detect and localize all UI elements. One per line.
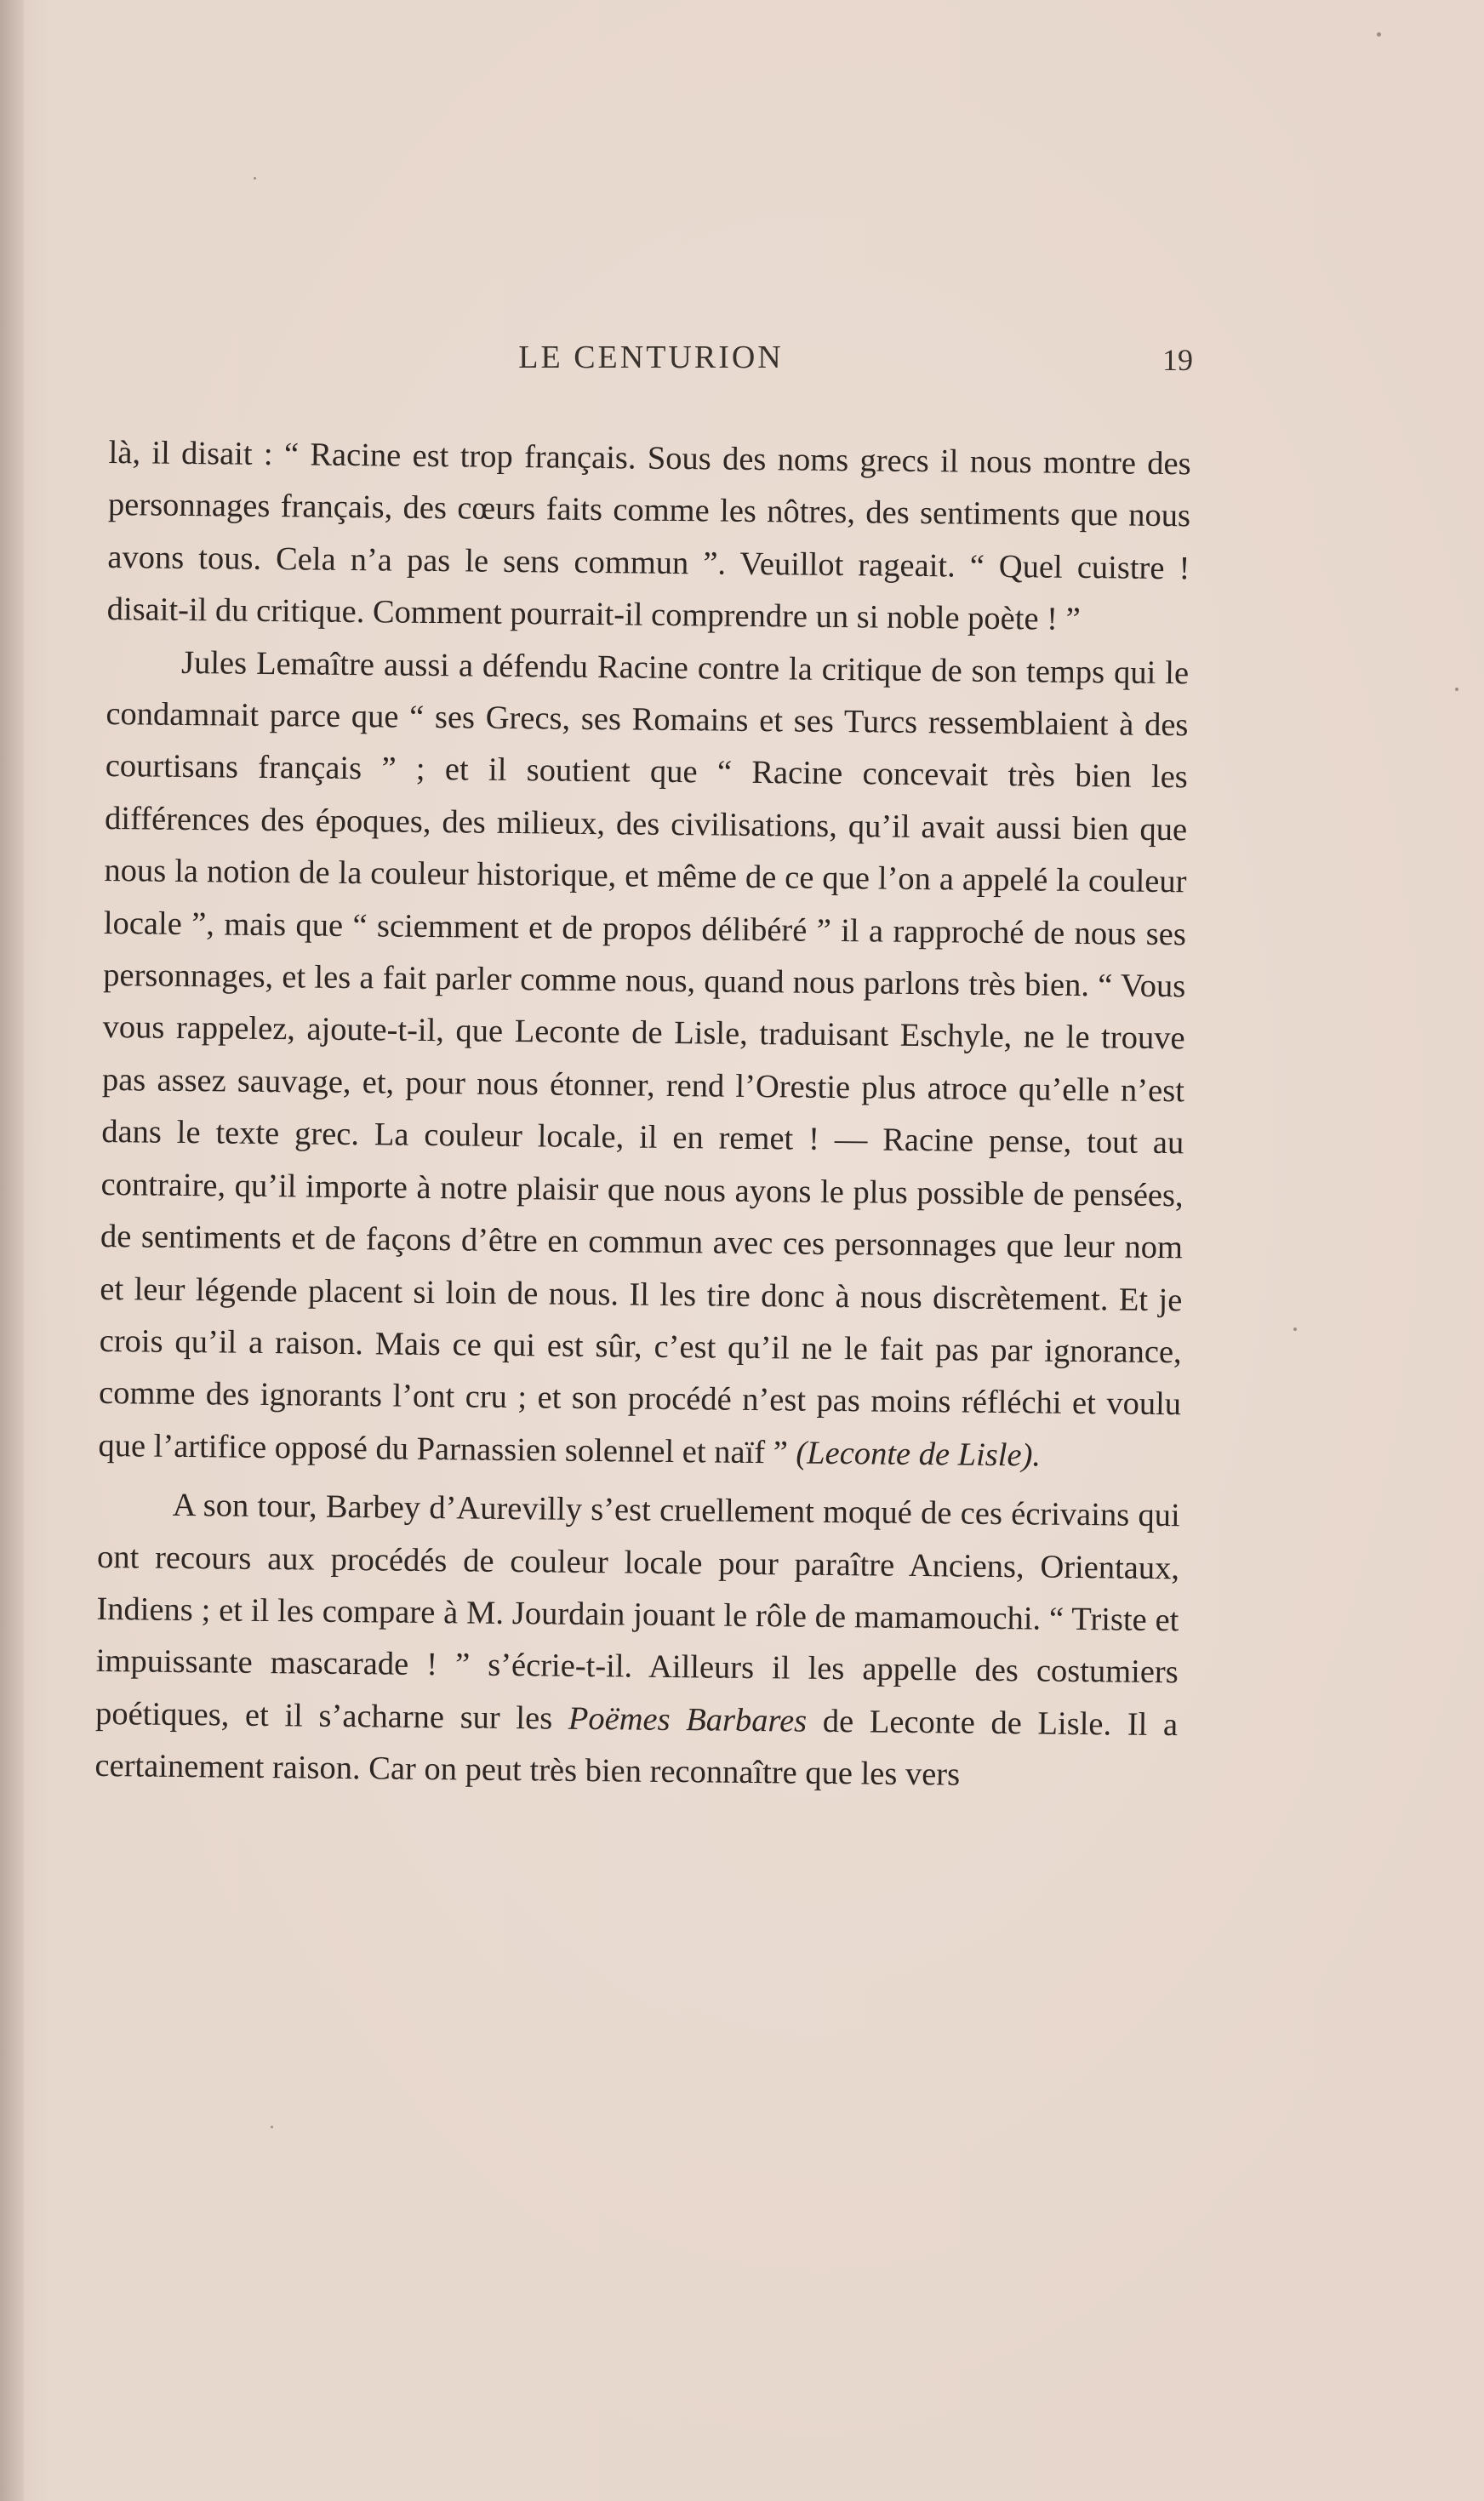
page-number: 19 xyxy=(1162,343,1193,377)
paper-speck xyxy=(1293,1328,1297,1331)
paragraph-3-text-a: A son tour, Barbey d’Aurevilly s’est cruellement moqué de ces écrivains qui ont recours aux procédés de couleur locale pour paraître Anciens, Orientaux, Indiens ; et il les compare à M. Jourdain jouant le rôle de mamamouchi. “ Triste et impuissante mascarade ! ” s’écrie-t-il. Ailleurs il les appelle des costumiers poétiques, et il s’acharne sur les xyxy=(94,1487,1180,1737)
paragraph-2-text: Jules Lemaître aussi a défendu Racine contre la critique de son temps qui le condamnait parce que “ ses Grecs, ses Romains et ses Turcs ressemblaient à des courtisans français ” ; et il soutient que “ Racine concevait très bien les différences des époques, des milieux, des civilisations, qu’il avait aussi bien que nous la notion de la couleur historique, et même de ce que l’on a appelé la couleur locale ”, mais que “ sciemment et de propos délibéré ” il a rapproché de nous ses personnages, et les a fait parler comme nous, quand nous parlons très bien. “ Vous vous rappelez, ajoute-t-il, que Leconte de Lisle, traduisant Eschyle, ne le trouve pas assez sauvage, et, pour nous étonner, rend l’Orestie plus atroce qu’elle n’est dans le texte grec. La couleur locale, il en remet ! — Racine pense, tout au contraire, qu’il importe à notre plaisir que nous ayons le plus possible de pensées, de sentiments et de façons d’être en commun avec ces personnages que leur nom et leur légende placent si loin de nous. Il les tire donc à nous discrètement. Et je crois qu’il a raison. Mais ce qui est sûr, c’est qu’il ne le fait pas par ignorance, comme des ignorants l’ont cru ; et son procédé n’est pas moins réfléchi et voulu que l’artifice opposé du Parnassien solennel et naïf ” xyxy=(98,644,1190,1471)
body-text xyxy=(94,427,1191,1804)
paper-speck xyxy=(1377,32,1381,37)
paper-speck xyxy=(271,2126,273,2128)
paragraph-1: là, il disait : “ Racine est trop français. Sous des noms grecs il nous montre des personnages français, des cœurs faits comme les nôtres, des sentiments que nous avons tous. Cela n’a pas le sens commun ”. Veuillot rageait. “ Quel cuistre ! disait-il du critique. Comment pourrait-il comprendre un si noble poète ! ” xyxy=(106,434,1191,638)
paragraph-2-citation: (Leconte de Lisle). xyxy=(796,1435,1042,1474)
paragraph-2 xyxy=(98,637,1189,1484)
binding-gutter xyxy=(0,0,24,2501)
running-head xyxy=(109,339,1193,386)
paper-speck xyxy=(1455,688,1458,691)
running-title: LE CENTURION xyxy=(518,340,784,375)
paragraph-3-text-b: de Leconte de Lisle. Il a certainement raison. Car on peut très bien reconnaître que les vers xyxy=(94,1703,1179,1793)
paragraph-3 xyxy=(94,1479,1180,1804)
paper-speck xyxy=(254,177,256,180)
paragraph-3-book-title: Poëmes Barbares xyxy=(568,1700,808,1739)
